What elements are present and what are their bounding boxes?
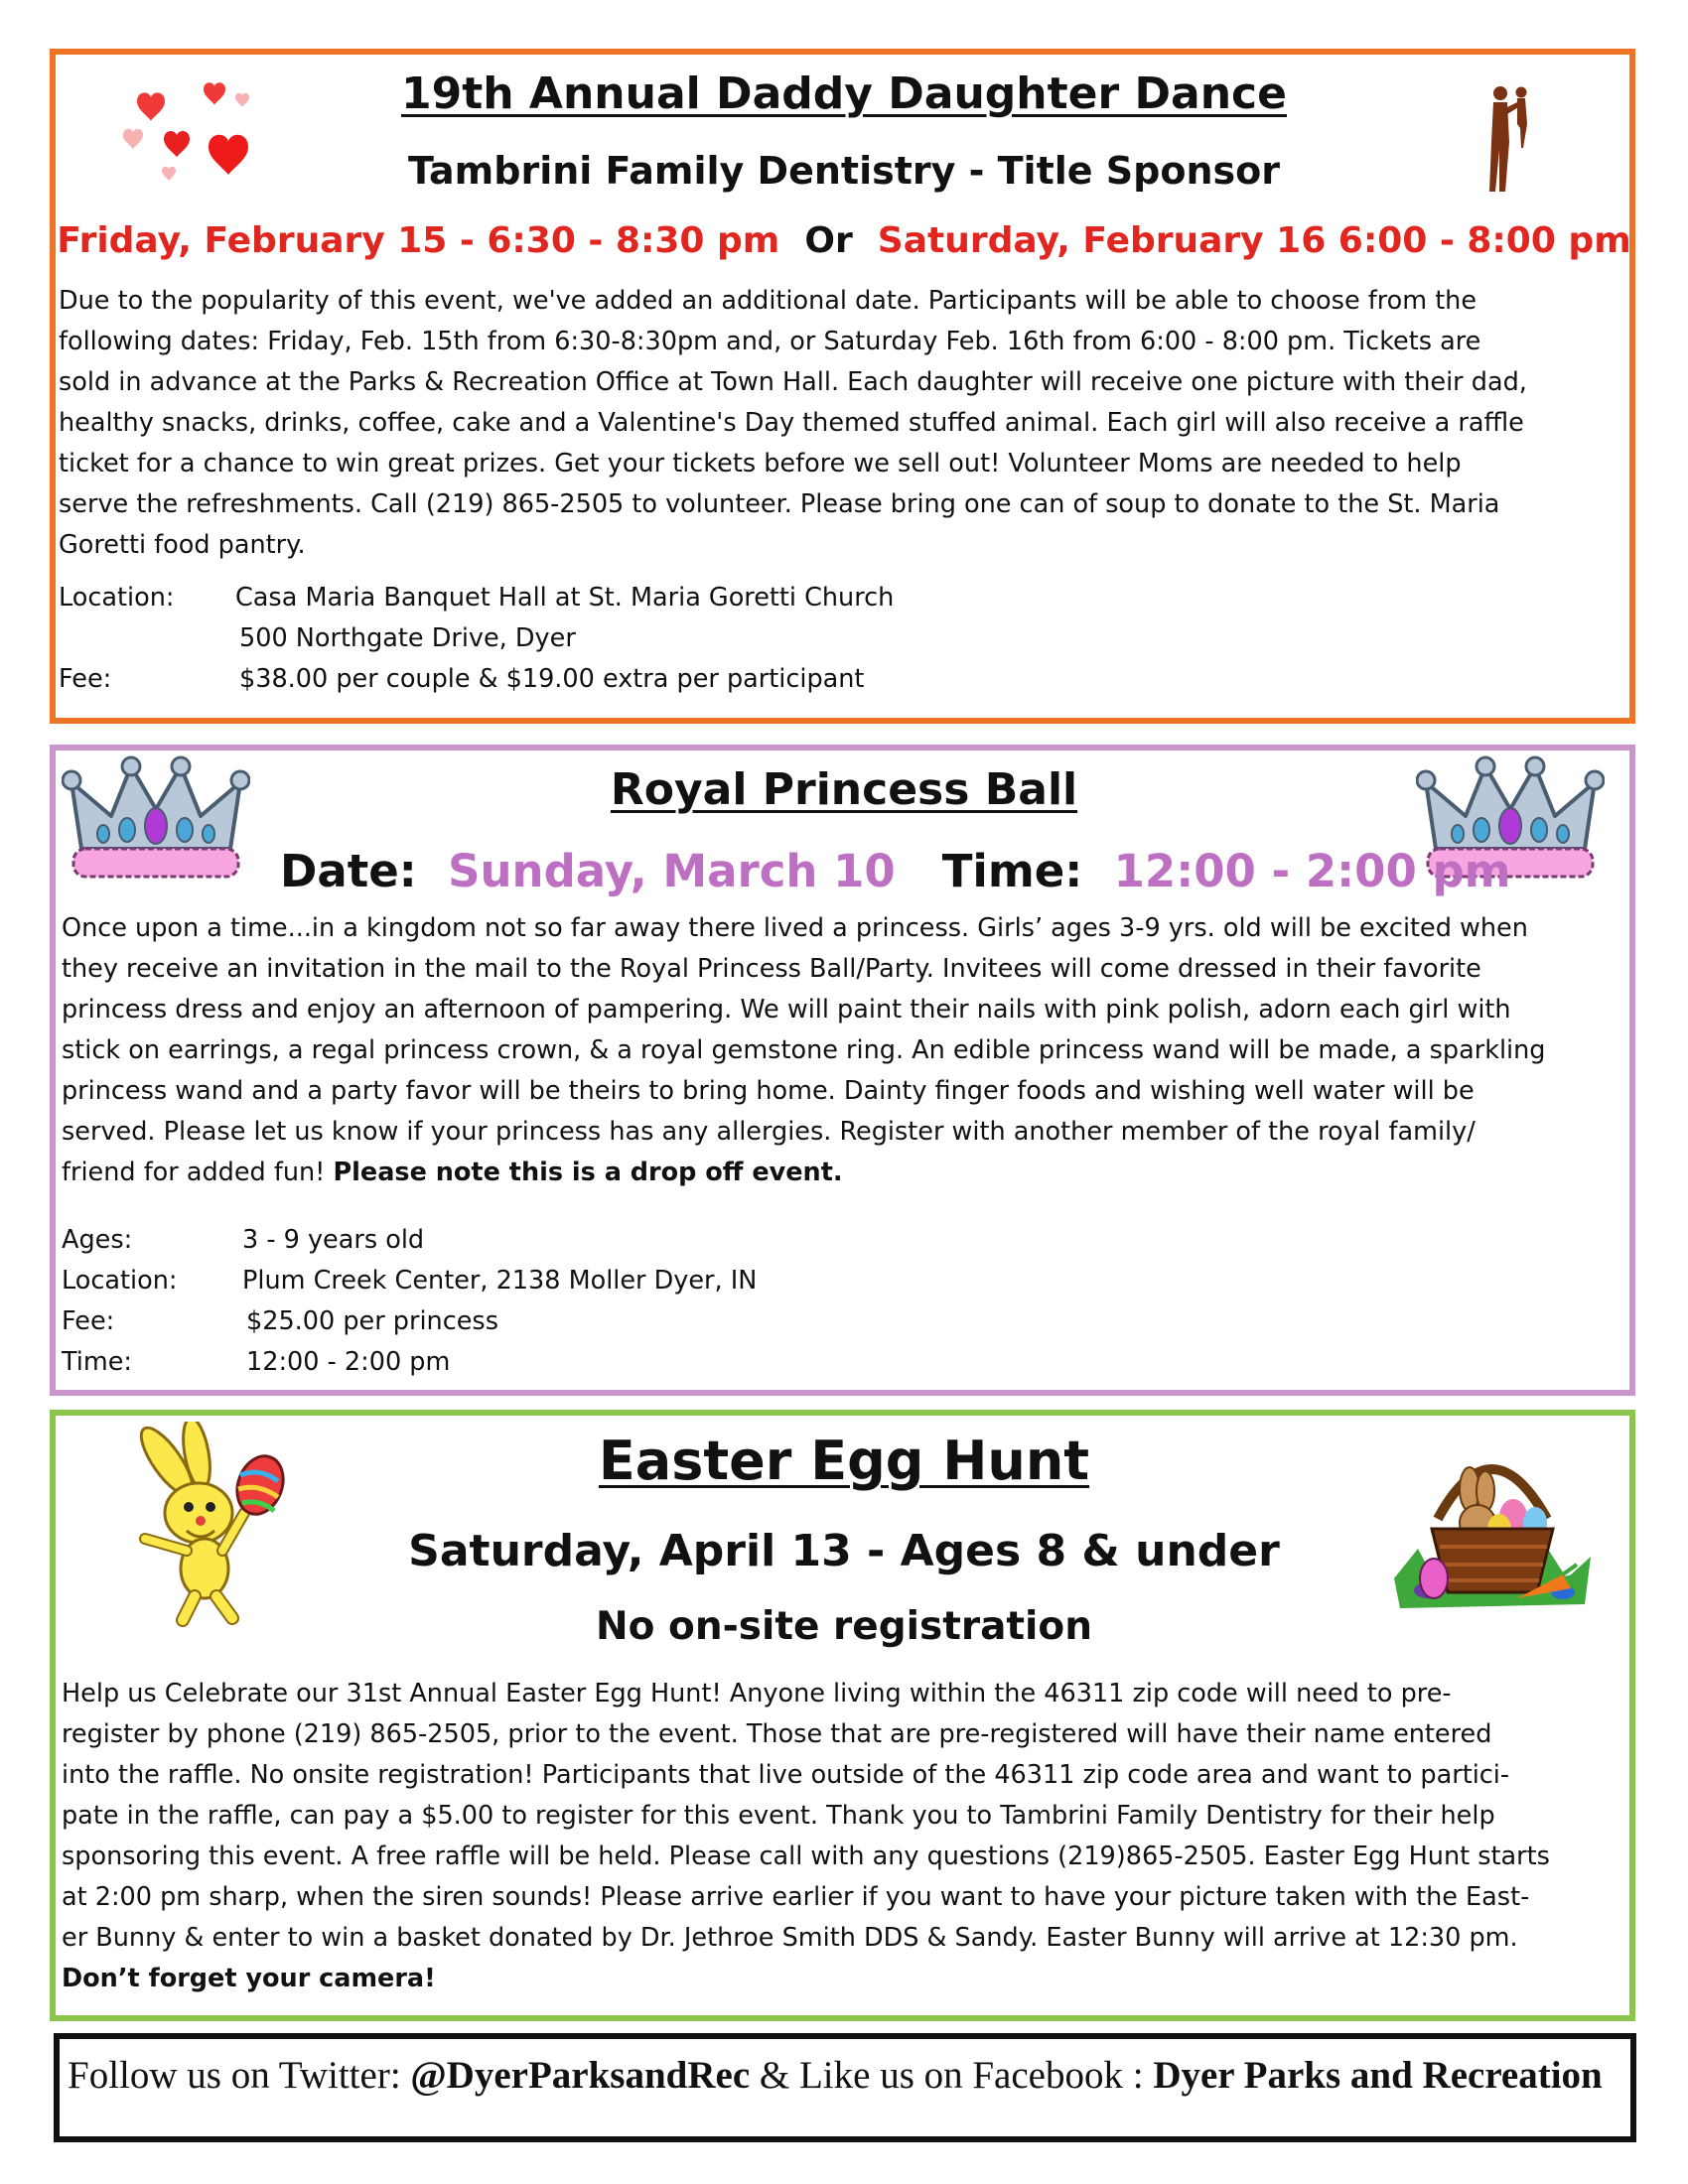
easter-description-line: at 2:00 pm sharp, when the siren sounds! Please arrive earlier if you want to have your picture taken with the East- [62, 1882, 1530, 1912]
easter-description-line: sponsoring this event. A free raffle will be held. Please call with any questions (219)865-2505. Easter Egg Hunt starts [62, 1842, 1550, 1871]
princess-description-line [62, 1153, 1640, 1193]
easter-camera-note: Don’t forget your camera! [62, 1964, 436, 1993]
princess-fee-value: $25.00 per princess [246, 1306, 498, 1336]
easter-description [62, 1674, 1640, 1999]
princess-description-line: princess dress and enjoy an afternoon of pampering. We will paint their nails with pink polish, adorn each girl with [62, 995, 1511, 1024]
princess-time-detail-value: 12:00 - 2:00 pm [246, 1347, 451, 1377]
princess-date-value: Sunday, March 10 [448, 845, 896, 897]
dance-description [59, 281, 1637, 566]
easter-title: Easter Egg Hunt [598, 1430, 1090, 1492]
princess-description-line: Once upon a time...in a kingdom not so far away there lived a princess. Girls’ ages 3-9 yrs. old will be excited when [62, 913, 1528, 943]
princess-title: Royal Princess Ball [610, 764, 1078, 815]
dance-location-value: Casa Maria Banquet Hall at St. Maria Goretti Church [235, 583, 895, 613]
princess-ages-value: 3 - 9 years old [242, 1225, 425, 1255]
facebook-prefix: & Like us on Facebook : [750, 2054, 1154, 2097]
twitter-handle[interactable]: @DyerParksandRec [410, 2054, 751, 2097]
dance-sponsor: Tambrini Family Dentistry - Title Sponsor [408, 149, 1280, 193]
princess-location-label: Location: [62, 1266, 178, 1296]
princess-description-line: princess wand and a party favor will be theirs to bring home. Dainty finger foods and wishing well water will be [62, 1076, 1475, 1106]
princess-description-line: stick on earrings, a regal princess crown, & a royal gemstone ring. An edible princess wand will be made, a sparkling [62, 1035, 1546, 1065]
dance-location-label: Location: [59, 583, 175, 613]
princess-time-label: Time: [941, 845, 1083, 897]
dance-title: 19th Annual Daddy Daughter Dance [401, 68, 1287, 119]
dance-date-2: Saturday, February 16 6:00 - 8:00 pm [877, 220, 1631, 261]
easter-registration-note: No on-site registration [596, 1604, 1092, 1649]
princess-time-detail-label: Time: [62, 1347, 132, 1377]
dance-description-line: Due to the popularity of this event, we've added an additional date. Participants will be able to choose from the [59, 286, 1477, 316]
dance-description-line: following dates: Friday, Feb. 15th from 6:30-8:30pm and, or Saturday Feb. 16th from 6:00 - 8:00 pm. Tickets are [59, 327, 1481, 356]
princess-ages-label: Ages: [62, 1225, 133, 1255]
dance-description-line: serve the refreshments. Call (219) 865-2505 to volunteer. Please bring one can of soup to donate to the St. Maria [59, 489, 1500, 519]
facebook-name[interactable]: Dyer Parks and Recreation [1153, 2054, 1603, 2097]
princess-description-end: friend for added fun! [62, 1158, 334, 1187]
princess-fee-label: Fee: [62, 1306, 115, 1336]
dance-date-1: Friday, February 15 - 6:30 - 8:30 pm [57, 220, 780, 261]
princess-drop-off-note: Please note this is a drop off event. [333, 1158, 843, 1187]
princess-description [62, 908, 1640, 1193]
princess-time-value: 12:00 - 2:00 pm [1113, 845, 1511, 897]
easter-description-line: er Bunny & enter to win a basket donated by Dr. Jethroe Smith DDS & Sandy. Easter Bunny will arrive at 12:30 pm. [62, 1923, 1518, 1953]
princess-date-label: Date: [280, 845, 417, 897]
twitter-prefix: Follow us on Twitter: [68, 2054, 411, 2097]
easter-description-line: register by phone (219) 865-2505, prior to the event. Those that are pre-registered will have their name entered [62, 1719, 1492, 1749]
dance-description-line: ticket for a chance to win great prizes. Get your tickets before we sell out! Volunteer Moms are needed to help [59, 449, 1462, 478]
dance-date-or: Or [804, 220, 853, 261]
dance-fee-value: $38.00 per couple & $19.00 extra per participant [239, 664, 865, 694]
easter-subtitle: Saturday, April 13 - Ages 8 & under [408, 1526, 1280, 1576]
easter-description-line: into the raffle. No onsite registration! Participants that live outside of the 46311 zip code area and want to partici- [62, 1760, 1510, 1790]
dance-description-line: Goretti food pantry. [59, 530, 306, 560]
easter-description-line: pate in the raffle, can pay a $5.00 to register for this event. Thank you to Tambrini Family Dentistry for their help [62, 1801, 1495, 1831]
dance-description-line: healthy snacks, drinks, coffee, cake and a Valentine's Day themed stuffed animal. Each girl will also receive a raffle [59, 408, 1524, 438]
princess-date-line [280, 845, 1511, 897]
dance-fee-label: Fee: [59, 664, 112, 694]
princess-location-value: Plum Creek Center, 2138 Moller Dyer, IN [242, 1266, 758, 1296]
princess-description-line: they receive an invitation in the mail to the Royal Princess Ball/Party. Invitees will come dressed in their favorite [62, 954, 1481, 984]
easter-description-line: Help us Celebrate our 31st Annual Easter Egg Hunt! Anyone living within the 46311 zip code will need to pre- [62, 1679, 1452, 1708]
dance-description-line: sold in advance at the Parks & Recreation Office at Town Hall. Each daughter will receive one picture with their dad, [59, 367, 1527, 397]
social-footer-text [68, 2053, 1603, 2098]
dance-address-value: 500 Northgate Drive, Dyer [239, 623, 576, 653]
princess-description-line: served. Please let us know if your princess has any allergies. Register with another member of the royal family/ [62, 1117, 1476, 1147]
dance-dates [0, 220, 1688, 261]
